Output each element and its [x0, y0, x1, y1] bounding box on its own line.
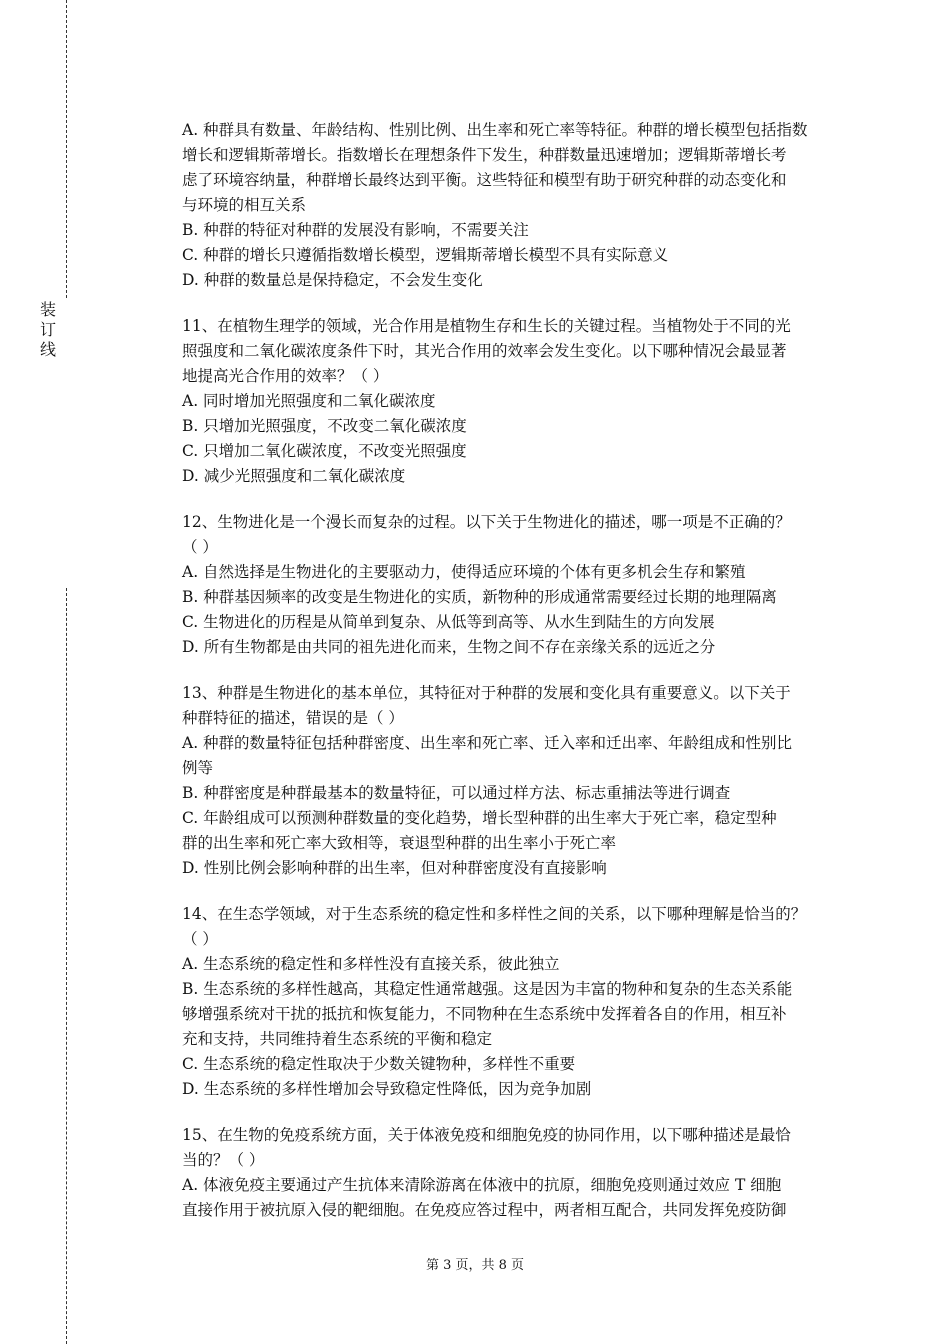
option-c: C. 只增加二氧化碳浓度，不改变光照强度: [182, 442, 467, 460]
question-stem: 照强度和二氧化碳浓度条件下时，其光合作用的效率会发生变化。以下哪种情况会最显著: [182, 342, 787, 360]
option-d: D. 减少光照强度和二氧化碳浓度: [182, 467, 406, 485]
question-block-q11: [182, 314, 842, 489]
question-block-q13: [182, 681, 842, 881]
question-stem: 12、生物进化是一个漫长而复杂的过程。以下关于生物进化的描述，哪一项是不正确的？: [182, 513, 791, 531]
option-a: A. 自然选择是生物进化的主要驱动力，使得适应环境的个体有更多机会生存和繁殖: [182, 563, 746, 581]
binding-line-bottom: [66, 588, 67, 1344]
question-stem: 地提高光合作用的效率？（ ）: [182, 367, 389, 385]
option-c: C. 生态系统的稳定性取决于少数关键物种，多样性不重要: [182, 1055, 576, 1073]
option-a: A. 同时增加光照强度和二氧化碳浓度: [182, 392, 436, 410]
option-c: 群的出生率和死亡率大致相等，衰退型种群的出生率小于死亡率: [182, 834, 617, 852]
page-number: 第 3 页，共 8 页: [425, 1258, 525, 1273]
option-a: A. 体液免疫主要通过产生抗体来清除游离在体液中的抗原，细胞免疫则通过效应 T 细胞: [182, 1176, 782, 1194]
question-block-q15: [182, 1123, 842, 1223]
question-line: 与环境的相互关系: [182, 196, 307, 214]
option-b: B. 种群基因频率的改变是生物进化的实质，新物种的形成通常需要经过长期的地理隔离: [182, 588, 777, 606]
question-block-q14: [182, 902, 842, 1102]
option-a: A. 生态系统的稳定性和多样性没有直接关系，彼此独立: [182, 955, 560, 973]
option-c: C. 年龄组成可以预测种群数量的变化趋势，增长型种群的出生率大于死亡率，稳定型种: [182, 809, 777, 827]
question-stem: （ ）: [182, 930, 218, 948]
option-a: 直接作用于被抗原入侵的靶细胞。在免疫应答过程中，两者相互配合，共同发挥免疫防御: [182, 1201, 787, 1219]
option-d: D. 所有生物都是由共同的祖先进化而来，生物之间不存在亲缘关系的远近之分: [182, 638, 716, 656]
option-b: 充和支持，共同维持着生态系统的平衡和稳定: [182, 1030, 493, 1048]
question-stem: （ ）: [182, 538, 218, 556]
option-c: C. 生物进化的历程是从简单到复杂、从低等到高等、从水生到陆生的方向发展: [182, 613, 715, 631]
option-d: D. 生态系统的多样性增加会导致稳定性降低，因为竞争加剧: [182, 1080, 592, 1098]
option-c: C. 种群的增长只遵循指数增长模型，逻辑斯蒂增长模型不具有实际意义: [182, 246, 669, 264]
question-block-q12: [182, 510, 842, 660]
option-b: B. 种群密度是种群最基本的数量特征，可以通过样方法、标志重捕法等进行调查: [182, 784, 731, 802]
question-block-q10-options: [182, 118, 842, 293]
option-b: B. 种群的特征对种群的发展没有影响，不需要关注: [182, 221, 529, 239]
option-a: A. 种群的数量特征包括种群密度、出生率和死亡率、迁入率和迁出率、年龄组成和性别比: [182, 734, 793, 752]
question-stem: 14、在生态学领域，对于生态系统的稳定性和多样性之间的关系，以下哪种理解是恰当的？: [182, 905, 807, 923]
binding-label: 装订线: [39, 300, 56, 359]
question-stem: 15、在生物的免疫系统方面，关于体液免疫和细胞免疫的协同作用，以下哪种描述是最恰: [182, 1126, 791, 1144]
binding-line-top: [66, 0, 67, 298]
question-stem: 当的？（ ）: [182, 1151, 265, 1169]
question-stem: 11、在植物生理学的领域，光合作用是植物生存和生长的关键过程。当植物处于不同的光: [182, 317, 791, 335]
question-content: [182, 118, 842, 1223]
question-line: 增长和逻辑斯蒂增长。指数增长在理想条件下发生，种群数量迅速增加；逻辑斯蒂增长考: [182, 146, 787, 164]
option-b: B. 生态系统的多样性越高，其稳定性通常越强。这是因为丰富的物种和复杂的生态关系能: [182, 980, 793, 998]
question-line: A. 种群具有数量、年龄结构、性别比例、出生率和死亡率等特征。种群的增长模型包括指数: [182, 121, 808, 139]
question-stem: 种群特征的描述，错误的是（ ）: [182, 709, 404, 727]
question-stem: 13、种群是生物进化的基本单位，其特征对于种群的发展和变化具有重要意义。以下关于: [182, 684, 791, 702]
option-a: 例等: [182, 759, 214, 777]
option-d: D. 种群的数量总是保持稳定，不会发生变化: [182, 271, 483, 289]
option-b: 够增强系统对干扰的抵抗和恢复能力，不同物种在生态系统中发挥着各自的作用，相互补: [182, 1005, 787, 1023]
option-b: B. 只增加光照强度，不改变二氧化碳浓度: [182, 417, 467, 435]
question-line: 虑了环境容纳量，种群增长最终达到平衡。这些特征和模型有助于研究种群的动态变化和: [182, 171, 787, 189]
option-d: D. 性别比例会影响种群的出生率，但对种群密度没有直接影响: [182, 859, 607, 877]
